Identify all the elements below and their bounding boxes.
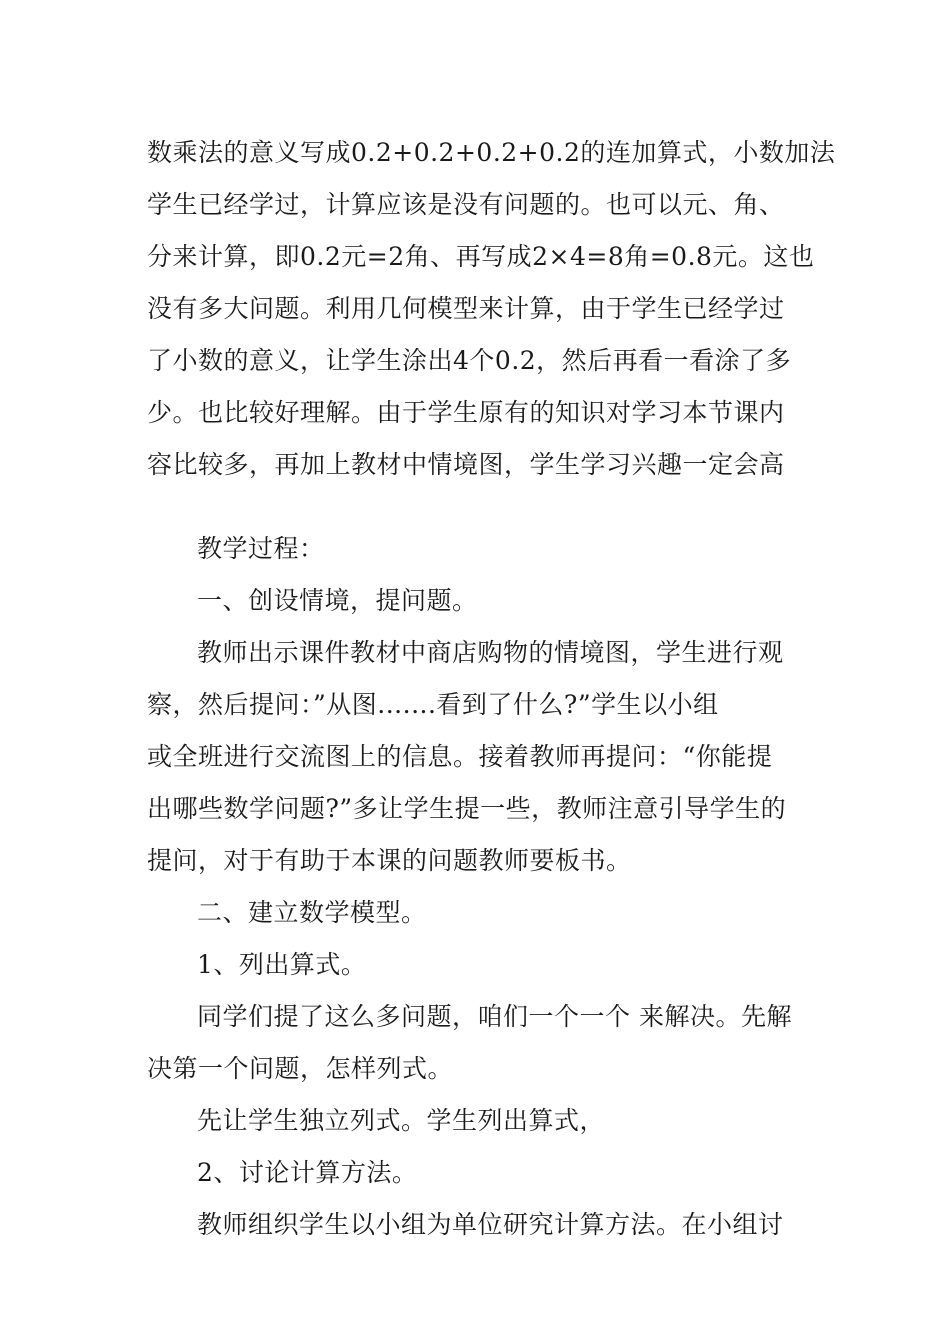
step1-heading: 1、列出算式。: [197, 950, 367, 979]
step1-para-line-2: 决第一个问题，怎样列式。: [147, 1054, 454, 1083]
intro-line-4: 没有多大问题。利用几何模型来计算，由于学生已经学过: [147, 294, 785, 323]
section1-para-line-5: 提问，对于有助于本课的问题教师要板书。: [147, 846, 632, 875]
section1-heading: 一、创设情境，提问题。: [197, 586, 478, 615]
intro-line-7: 容比较多，再加上教材中情境图，学生学习兴趣一定会高: [147, 450, 785, 479]
intro-line-1: 数乘法的意义写成0.2+0.2+0.2+0.2的连加算式，小数加法: [147, 138, 836, 167]
step2-para-line-1: 教师组织学生以小组为单位研究计算方法。在小组讨: [197, 1210, 784, 1239]
section1-para-line-2: 察，然后提问：”从图.......看到了什么?”学生以小组: [147, 690, 719, 719]
process-heading: 教学过程：: [197, 534, 325, 563]
step1-para-line-1: 同学们提了这么多问题，咱们一个一个 来解决。先解: [197, 1002, 792, 1031]
section2-heading: 二、建立数学模型。: [197, 898, 427, 927]
section1-para-line-4: 出哪些数学问题?”多让学生提一些，教师注意引导学生的: [147, 794, 787, 823]
intro-line-2: 学生已经学过，计算应该是没有问题的。也可以元、角、: [147, 190, 785, 219]
intro-line-6: 少。也比较好理解。由于学生原有的知识对学习本节课内: [147, 398, 785, 427]
intro-line-5: 了小数的意义，让学生涂出4个0.2，然后再看一看涂了多: [147, 346, 792, 375]
step1-para2: 先让学生独立列式。学生列出算式，: [197, 1106, 606, 1135]
intro-line-3: 分来计算，即0.2元=2角、再写成2×4=8角=0.8元。这也: [147, 242, 815, 271]
section1-para-line-1: 教师出示课件教材中商店购物的情境图，学生进行观: [197, 638, 784, 667]
section1-para-line-3: 或全班进行交流图上的信息。接着教师再提问：“你能提: [147, 742, 773, 771]
step2-heading: 2、讨论计算方法。: [197, 1158, 418, 1187]
